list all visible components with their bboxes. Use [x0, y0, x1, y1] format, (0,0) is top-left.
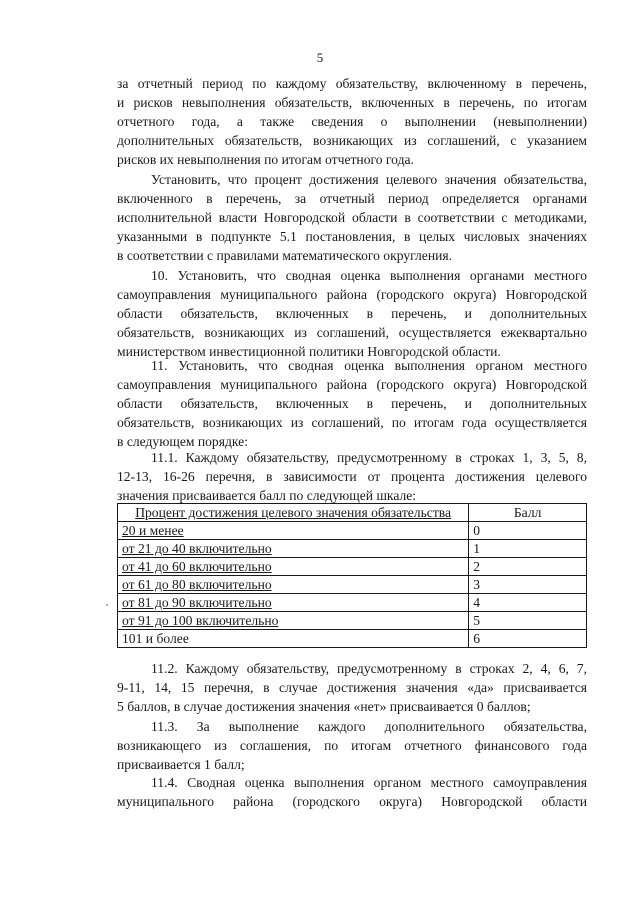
paragraph-target-percent [117, 170, 587, 265]
text-line: 12-13, 16-26 перечня, в зависимости от процента достижения целевого [117, 469, 587, 484]
paragraph-11-2 [117, 659, 587, 716]
text-line: самоуправления муниципального района (городского округа) Новгородской [117, 287, 587, 302]
cell-range: от 81 до 90 включительно [118, 594, 469, 612]
table-row [118, 558, 587, 576]
paragraph-11-4 [117, 773, 587, 811]
text-line: области обязательств, включенных в перечень, и дополнительных [117, 396, 587, 411]
text-line: дополнительных обязательств, возникающих из соглашений, с указанием [117, 133, 587, 148]
paragraph-10 [117, 266, 587, 361]
text-line: и рисков невыполнения обязательств, включенных в перечень, по итогам [117, 95, 587, 110]
text-line: включенного в перечень, за отчетный период определяется органами [117, 191, 587, 206]
text-line: 11. Установить, что сводная оценка выполнения органом местного [151, 358, 587, 373]
cell-score: 6 [469, 630, 587, 648]
text-line: значения присваивается балл по следующей шкале: [117, 488, 417, 503]
text-line: министерством инвестиционной политики Новгородской области. [117, 344, 501, 359]
text-line: в соответствии с правилами математического округления. [117, 248, 453, 263]
cell-range: от 91 до 100 включительно [118, 612, 469, 630]
text-line: за отчетный период по каждому обязательству, включенному в перечень, [117, 76, 587, 91]
table-row [118, 594, 587, 612]
paragraph-11 [117, 356, 587, 451]
text-line: 10. Установить, что сводная оценка выполнения органами местного [151, 268, 587, 283]
text-line: обязательств, возникающих из соглашений, осуществляется ежеквартально [117, 325, 587, 340]
text-line: исполнительной власти Новгородской области в соответствии с методиками, [117, 210, 587, 225]
text-line: 5 баллов, в случае достижения значения «нет» присваивается 0 баллов; [117, 699, 531, 714]
page-number: 5 [316, 50, 324, 65]
scan-speck [106, 604, 108, 606]
table-row [118, 522, 587, 540]
text-line: указанными в подпункте 5.1 постановления, в целых числовых значениях [117, 229, 587, 244]
paragraph-11-1 [117, 448, 587, 505]
text-line: 11.3. За выполнение каждого дополнительного обязательства, [151, 719, 587, 734]
text-line: обязательств, возникающих из соглашений, по итогам года осуществляется [117, 415, 587, 430]
cell-range: от 41 до 60 включительно [118, 558, 469, 576]
paragraph-report-period [117, 74, 587, 169]
text-line: 11.1. Каждому обязательству, предусмотренному в строках 1, 3, 5, 8, [151, 450, 587, 465]
cell-score: 0 [469, 522, 587, 540]
text-line: Установить, что процент достижения целевого значения обязательства, [151, 172, 587, 187]
cell-range: от 21 до 40 включительно [118, 540, 469, 558]
text-line: самоуправления муниципального района (городского округа) Новгородской [117, 377, 587, 392]
text-line: области обязательств, включенных в перечень, и дополнительных [117, 306, 587, 321]
cell-score: 2 [469, 558, 587, 576]
table-header-row [118, 504, 587, 522]
paragraph-11-3 [117, 717, 587, 774]
score-scale-table [117, 503, 587, 648]
cell-score: 5 [469, 612, 587, 630]
header-percent: Процент достижения целевого значения обязательства [118, 504, 469, 522]
cell-score: 4 [469, 594, 587, 612]
text-line: рисков их невыполнения по итогам отчетного года. [117, 152, 414, 167]
text-line: 11.2. Каждому обязательству, предусмотренному в строках 2, 4, 6, 7, [151, 661, 587, 676]
cell-range: 20 и менее [118, 522, 469, 540]
table-row [118, 630, 587, 648]
cell-range: 101 и более [118, 630, 469, 648]
cell-score: 1 [469, 540, 587, 558]
text-line: муниципального района (городского округа) Новгородской области [117, 794, 587, 809]
table-row [118, 576, 587, 594]
text-line: 11.4. Сводная оценка выполнения органом местного самоуправления [151, 775, 587, 790]
table-row [118, 612, 587, 630]
text-line: присваивается 1 балл; [117, 757, 245, 772]
text-line: возникающего из соглашения, по итогам отчетного финансового года [117, 738, 587, 753]
cell-score: 3 [469, 576, 587, 594]
table-row [118, 540, 587, 558]
text-line: 9-11, 14, 15 перечня, в случае достижения значения «да» присваивается [117, 680, 587, 695]
text-line: в следующем порядке: [117, 434, 248, 449]
cell-range: от 61 до 80 включительно [118, 576, 469, 594]
header-score: Балл [469, 504, 587, 522]
text-line: отчетного года, а также сведения о выполнении (невыполнении) [117, 114, 587, 129]
